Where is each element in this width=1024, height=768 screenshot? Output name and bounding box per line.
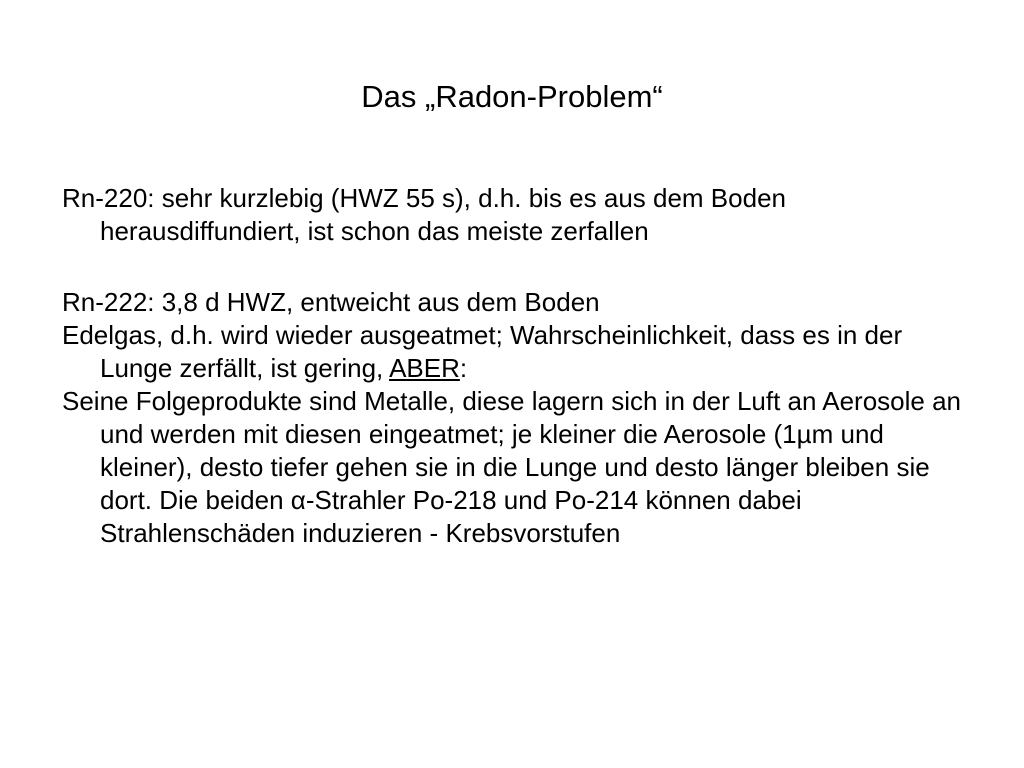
slide-body — [62, 182, 962, 550]
paragraph-rn220: Rn-220: sehr kurzlebig (HWZ 55 s), d.h. bis es aus dem Boden herausdiffundiert, ist schon das meiste zerfallen — [62, 183, 786, 246]
edelgas-colon: : — [459, 353, 468, 383]
paragraph-rn222: Rn-222: 3,8 d HWZ, entweicht aus dem Boden — [62, 287, 600, 317]
paragraph-spacer — [62, 248, 962, 286]
paragraph-edelgas — [62, 319, 962, 385]
aber-emphasis: ABER — [389, 353, 460, 383]
edelgas-text: Edelgas, d.h. wird wieder ausgeatmet; Wahrscheinlichkeit, dass es in der Lunge zerfällt, ist gering, — [62, 320, 903, 383]
slide-title: Das „Radon-Problem“ — [361, 79, 663, 114]
paragraph-folgeprodukte: Seine Folgeprodukte sind Metalle, diese lagern sich in der Luft an Aerosole an und werden mit diesen eingeatmet; je kleiner die Aerosole (1µm und kleiner), desto tiefer gehen sie in die Lunge und desto länger bleiben sie dort. Die beiden α-Strahler Po-218 und Po-214 können dabei Strahlenschäden induzieren - Krebsvorstufen — [62, 386, 962, 548]
